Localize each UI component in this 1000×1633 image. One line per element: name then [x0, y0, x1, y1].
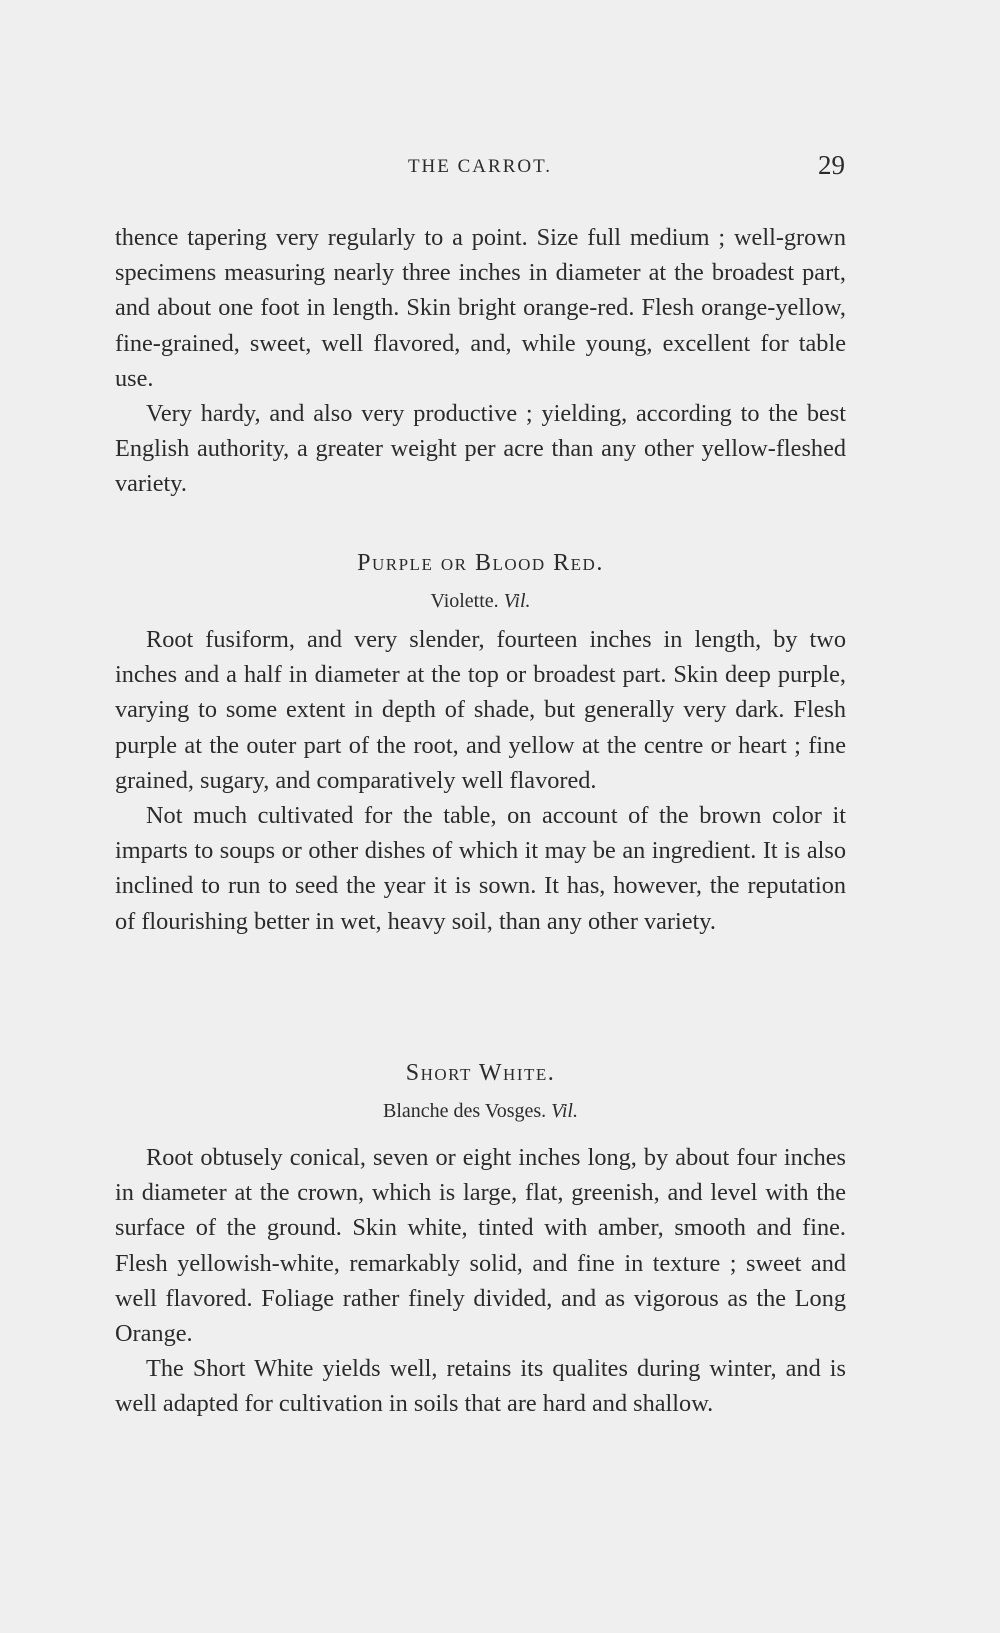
- section-heading-white: Short White.: [405, 1060, 556, 1086]
- page-number: 29: [818, 150, 845, 180]
- section-heading-purple: Purple or Blood Red.: [357, 550, 604, 576]
- synonym-abbreviation: Vil.: [551, 1100, 578, 1122]
- synonym-line-purple: [115, 590, 846, 613]
- synonym-abbreviation: Vil.: [503, 590, 531, 612]
- paragraph: Very hardy, and also very productive ; yielding, according to the best English authority, a greater weight per acre than any other yellow-fleshed variety.: [115, 400, 846, 498]
- synonym-line-white: [115, 1100, 846, 1123]
- paragraph: Root fusiform, and very slender, fourteen inches in length, by two inches and a half in diameter at the top or broadest part. Skin deep purple, varying to some extent in depth of shade, but generally very dark. Flesh purple at the outer part of the root, and yellow at the centre or heart ; fine grained, sugary, and comparatively well flavored.: [115, 626, 846, 794]
- purple-section-body: [115, 622, 846, 939]
- running-head: [115, 150, 845, 184]
- paragraph: thence tapering very regularly to a point. Size full medium ; well-grown specimens measuring nearly three inches in diameter at the broadest part, and about one foot in length. Skin bright orange-red. Flesh orange-yellow, fine-grained, sweet, well flavored, and, while young, excellent for table use.: [115, 224, 846, 392]
- paragraph: The Short White yields well, retains its qualites during winter, and is well adapted for cultivation in soils that are hard and shallow.: [115, 1355, 846, 1418]
- paragraph: Root obtusely conical, seven or eight inches long, by about four inches in diameter at the crown, which is large, flat, greenish, and level with the surface of the ground. Skin white, tinted with amber, smooth and fine. Flesh yellowish-white, remarkably solid, and fine in texture ; sweet and well flavored. Foliage rather finely divided, and as vigorous as the Long Orange.: [115, 1144, 846, 1348]
- synonym: Violette.: [430, 590, 499, 612]
- paragraph: Not much cultivated for the table, on account of the brown color it imparts to soups or other dishes of which it may be an ingredient. It is also inclined to run to seed the year it is sown. It has, however, the reputation of flourishing better in wet, heavy soil, than any other variety.: [115, 802, 846, 935]
- running-title: THE CARROT.: [407, 156, 553, 177]
- synonym: Blanche des Vosges.: [383, 1100, 547, 1122]
- intro-section: [115, 220, 846, 502]
- white-section-body: [115, 1140, 846, 1422]
